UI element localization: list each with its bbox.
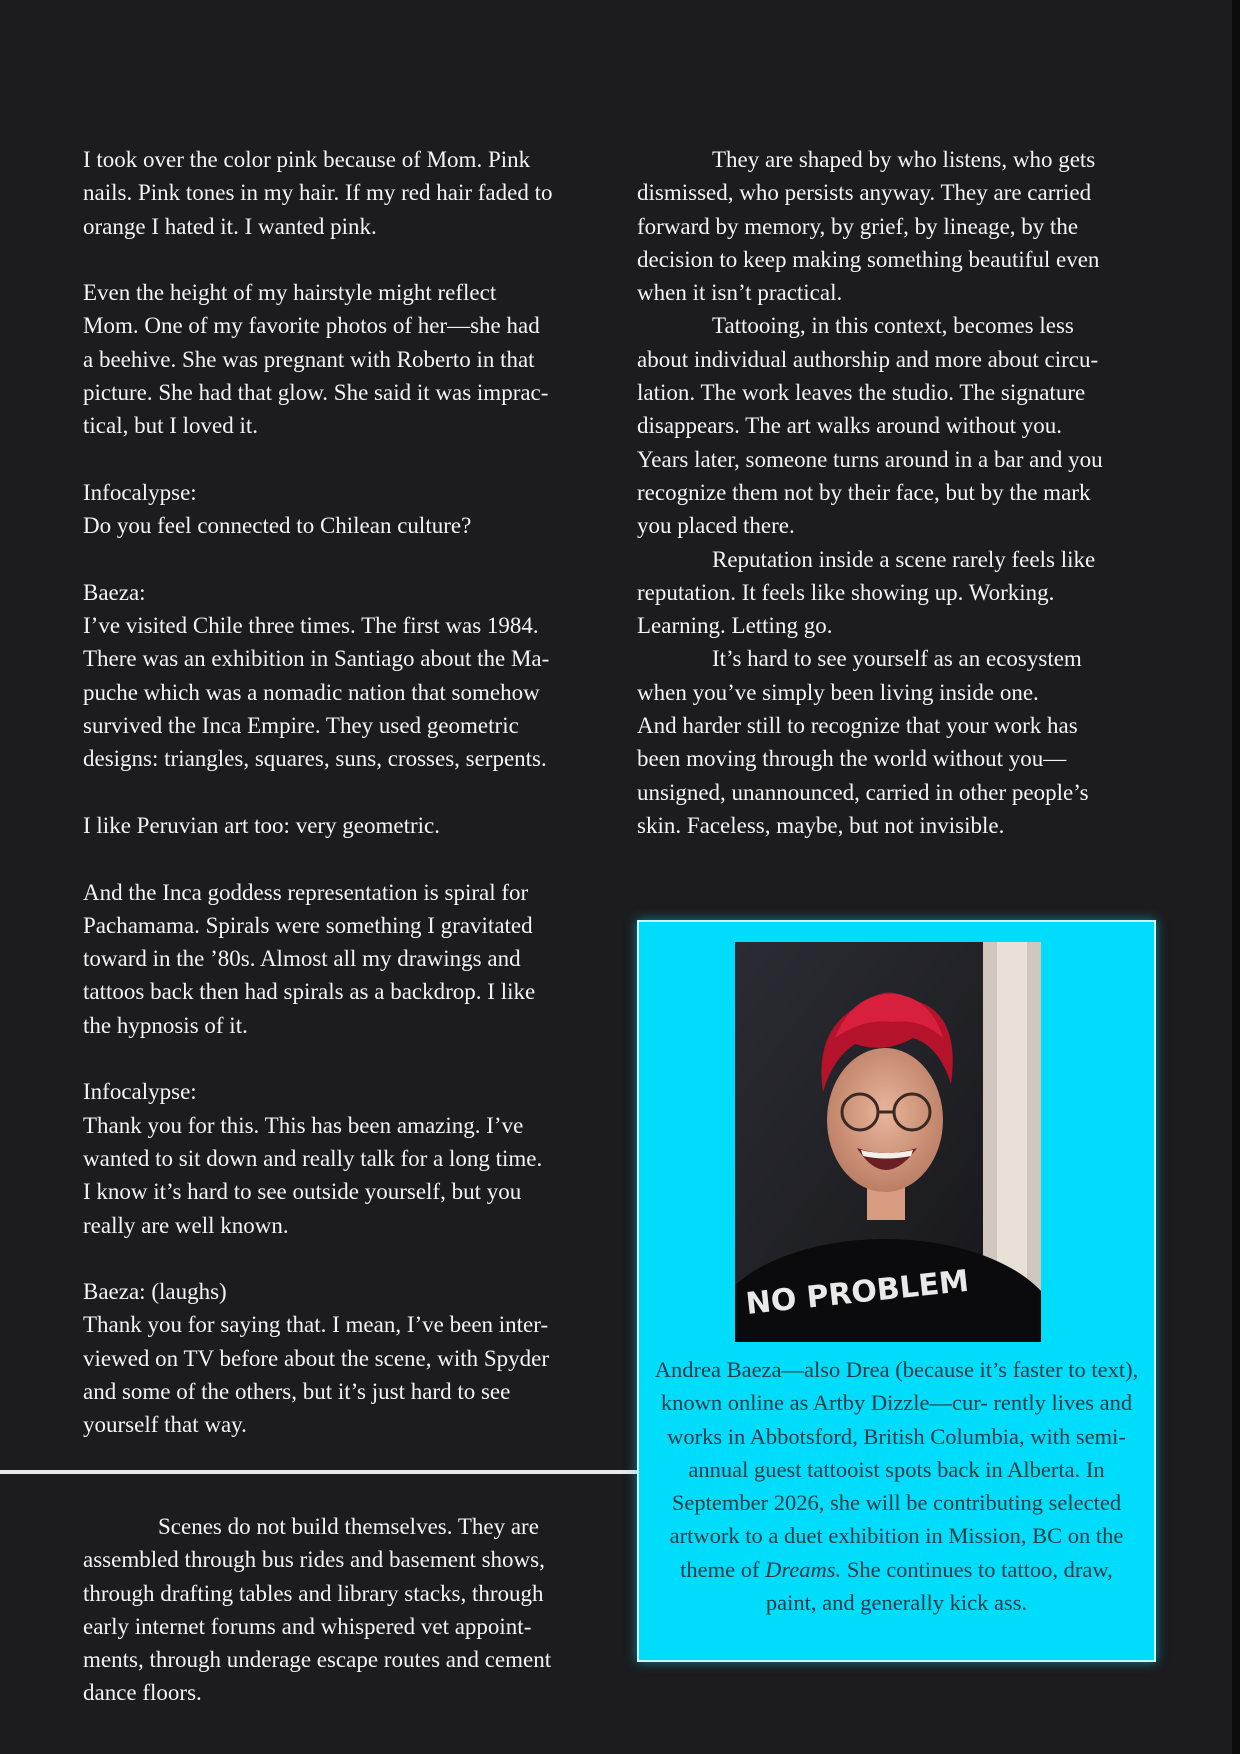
caption-text: She continues to tattoo, draw, paint, and generally kick ass. (765, 1556, 1113, 1616)
interview-answer: Baeza: (laughs) Thank you for saying that. I mean, I’ve been inter- viewed on TV before about the scene, with Spyder and some of the others, but it’s just hard to see yourself that way. (83, 1279, 550, 1438)
paragraph: I like Peruvian art too: very geometric. (83, 812, 441, 838)
interview-question: Infocalypse: Do you feel connected to Chilean culture? (83, 479, 472, 539)
paragraph: Tattooing, in this context, becomes less about individual authorship and more about circu- lation. The work leaves the studio. The signature disappears. The art walks around without you. Years later, someone turns around in a bar and you recognize them not by their face, but by the mark you placed there. (637, 313, 1103, 539)
interview-answer: Baeza: I’ve visited Chile three times. The first was 1984. There was an exhibition in Santiago about the Ma- puche which was a nomadic nation that somehow survived the Inca Empire. They used geometric designs: triangles, squares, suns, crosses, serpents. (83, 579, 550, 772)
bottom-column (83, 1510, 608, 1710)
portrait-photo (735, 942, 1041, 1342)
paragraph: Scenes do not build themselves. They are assembled through bus rides and basement shows, through drafting tables and library stacks, through early internet forums and whispered vet appoint- ments, through underage escape routes and cement dance floors. (83, 1514, 552, 1706)
profile-box (637, 920, 1156, 1662)
paragraph: Even the height of my hairstyle might reflect Mom. One of my favorite photos of her—she had a beehive. She was pregnant with Roberto in that picture. She had that glow. She said it was imprac- tical, but I loved it. (83, 280, 549, 439)
paragraph: I took over the color pink because of Mom. Pink nails. Pink tones in my hair. If my red hair faded to orange I hated it. I wanted pink. (83, 147, 553, 239)
paragraph: And the Inca goddess representation is spiral for Pachamama. Spirals were something I gravitated toward in the ’80s. Almost all my drawings and tattoos back then had spirals as a backdrop. I like the hypnosis of it. (83, 879, 536, 1038)
paragraph: Reputation inside a scene rarely feels like reputation. It feels like showing up. Working. Learning. Letting go. (637, 546, 1096, 639)
caption-text: Andrea Baeza—also Drea (because it’s faster to text), known online as Artby Dizzle—cur- rently lives and works in Abbotsford, British Columbia, with semi-annual guest tattooist spots back in Alberta. In September 2026, she will be contributing selected artwork to a duet exhibition in Mission, BC on the theme of (654, 1357, 1139, 1582)
caption-emphasis: Dreams. (765, 1556, 842, 1582)
photo-shirt-text: NO PROBLEM (744, 1263, 971, 1322)
left-column (83, 143, 603, 1475)
page-edge-strip (1232, 0, 1240, 1754)
portrait-illustration (735, 942, 1041, 1342)
paragraph: They are shaped by who listens, who gets dismissed, who persists anyway. They are carried forward by memory, by grief, by lineage, by the decision to keep making something beautiful even when it isn’t practical. (637, 147, 1100, 306)
profile-caption (653, 1353, 1140, 1619)
interview-question: Infocalypse: Thank you for this. This has been amazing. I’ve wanted to sit down and really talk for a long time. I know it’s hard to see outside yourself, but you really are well known. (83, 1079, 543, 1238)
right-column (637, 143, 1157, 842)
paragraph: It’s hard to see yourself as an ecosystem when you’ve simply been living inside one. And harder still to recognize that your work has been moving through the world without you— unsigned, unannounced, carried in other people’s skin. Faceless, maybe, but not invisible. (637, 646, 1089, 838)
section-divider (0, 1470, 640, 1474)
